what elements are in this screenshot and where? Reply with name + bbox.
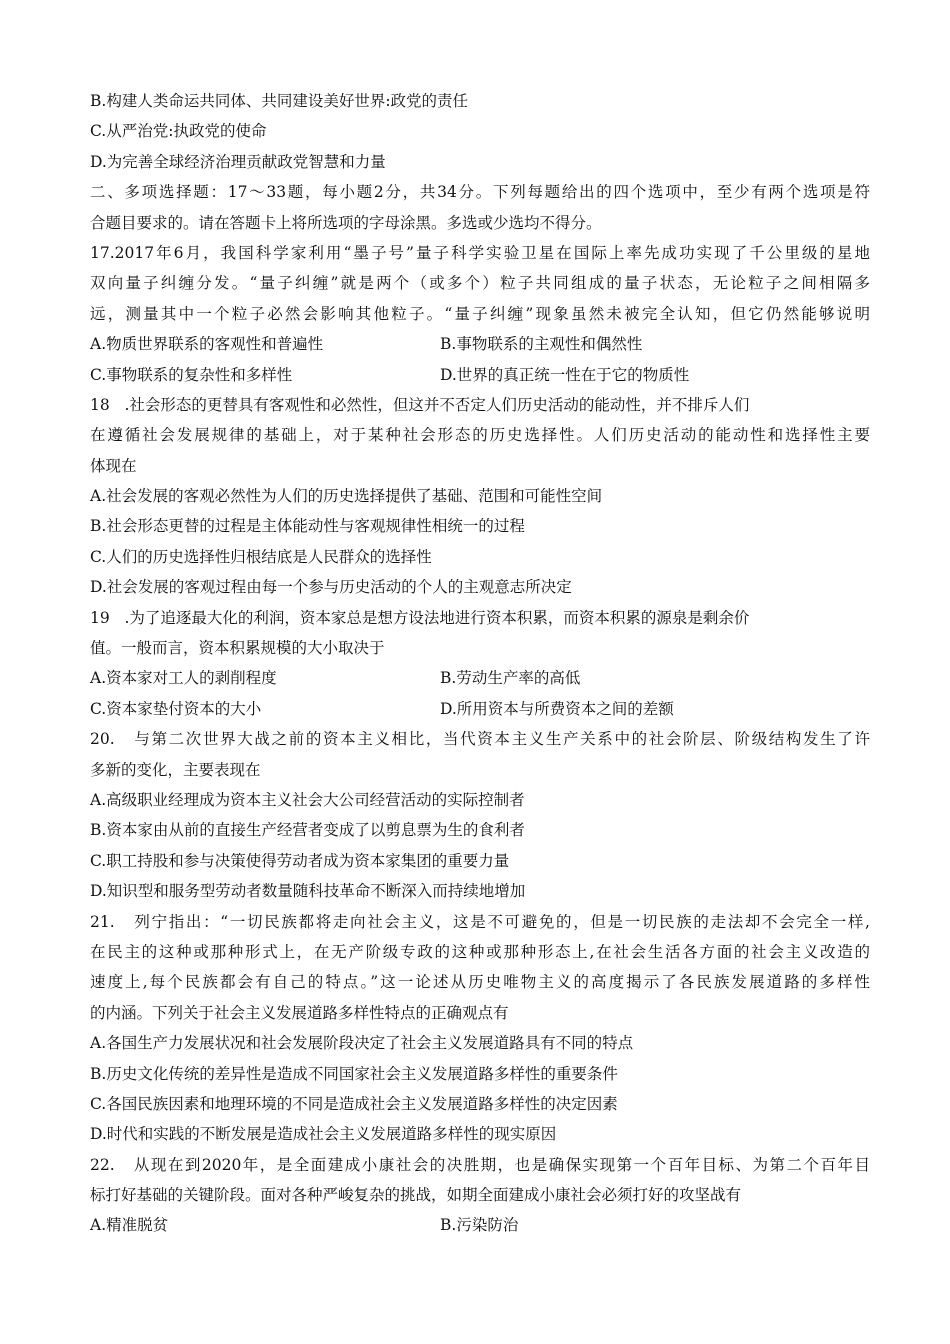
text-line: B.资本家由从前的直接生产经营者变成了以剪息票为生的食利者 [90,821,525,840]
text-line: D.社会发展的客观过程由每一个参与历史活动的个人的主观意志所决定 [90,578,572,597]
text-line: B.历史文化传统的差异性是造成不同国家社会主义发展道路多样性的重要条件 [90,1064,618,1083]
text-line: C.各国民族因素和地理环境的不同是造成社会主义发展道路多样性的决定因素 [90,1094,618,1113]
text-line: D.时代和实践的不断发展是造成社会主义发展道路多样性的现实原因 [90,1125,557,1144]
text-line: 合题目要求的。请在答题卡上将所选项的字母涂黑。多选或少选均不得分。 [90,213,602,232]
option-right: B.劳动生产率的高低 [440,669,581,688]
text-line: C.职工持股和参与决策使得劳动者成为资本家集团的重要力量 [90,851,510,870]
text-line: 标打好基础的关键阶段。面对各种严峻复杂的挑战，如期全面建成小康社会必须打好的攻坚战有 [90,1186,742,1205]
option-right: D.所用资本与所费资本之间的差额 [440,699,674,718]
option-left: C.事物联系的复杂性和多样性 [90,365,293,384]
text-line: 18 .社会形态的更替具有客观性和必然性，但这并不否定人们历史活动的能动性，并不排斥人们 [90,395,750,414]
option-left: A.物质世界联系的客观性和普遍性 [90,335,324,354]
text-line: 远，测量其中一个粒子必然会影响其他粒子。“量子纠缠”现象虽然未被完全认知，但它仍然能够说明 [90,304,870,323]
text-line: 19 .为了追逐最大化的利润，资本家总是想方设法地进行资本积累，而资本积累的源泉是剩余价 [90,608,750,627]
text-line: 17.2017年6月，我国科学家利用“墨子号”量子科学实验卫星在国际上率先成功实现了千公里级的星地 [90,243,870,262]
text-line: 速度上,每个民族都会有自己的特点。”这一论述从历史唯物主义的高度揭示了各民族发展道路的多样性 [90,973,870,992]
option-row [90,1210,870,1240]
option-right: B.污染防治 [440,1216,519,1235]
option-right: B.事物联系的主观性和偶然性 [440,335,643,354]
text-line: 二、多项选择题：17〜33题，每小题2分，共34分。下列每题给出的四个选项中，至少有两个选项是符 [90,183,870,202]
option-row [90,329,870,359]
text-line: 双向量子纠缠分发。“量子纠缠”就是两个（或多个）粒子共同组成的量子状态，无论粒子之间相隔多 [90,274,870,293]
text-line: 多新的变化，主要表现在 [90,760,261,779]
option-row [90,663,870,693]
option-row [90,360,870,390]
text-line: 体现在 [90,456,137,475]
text-line: 22. 从现在到2020年，是全面建成小康社会的决胜期，也是确保实现第一个百年目标、为第二个百年目 [90,1155,870,1174]
text-line: B.构建人类命运共同体、共同建设美好世界:政党的责任 [90,92,469,110]
text-line: C.人们的历史选择性归根结底是人民群众的选择性 [90,547,432,566]
text-line: 21. 列宁指出：“一切民族都将走向社会主义，这是不可避免的，但是一切民族的走法却不会完全一样, [90,912,870,931]
option-row [90,694,870,724]
text-line: C.从严治党:执政党的使命 [90,122,267,141]
text-line: B.社会形态更替的过程是主体能动性与客观规律性相统一的过程 [90,517,525,536]
option-left: A.资本家对工人的剥削程度 [90,669,277,688]
option-left: C.资本家垫付资本的大小 [90,699,262,718]
text-line: 在民主的这种或那种形式上，在无产阶级专政的这种或那种形态上,在社会生活各方面的社会主义改造的 [90,942,870,961]
text-line: 的内涵。下列关于社会主义发展道路多样性特点的正确观点有 [90,1003,509,1022]
text-line: A.高级职业经理成为资本主义社会大公司经营活动的实际控制者 [90,790,525,809]
option-left: A.精准脱贫 [90,1216,169,1235]
text-line: A.社会发展的客观必然性为人们的历史选择提供了基础、范围和可能性空间 [90,487,603,506]
text-line: A.各国生产力发展状况和社会发展阶段决定了社会主义发展道路具有不同的特点 [90,1034,634,1053]
text-line: 值。一般而言，资本积累规模的大小取决于 [90,639,385,658]
text-line: D.为完善全球经济治理贡献政党智慧和力量 [90,152,386,171]
exam-page [90,86,870,1241]
text-line: 20. 与第二次世界大战之前的资本主义相比，当代资本主义生产关系中的社会阶层、阶级结构发生了许 [90,730,870,749]
text-line: D.知识型和服务型劳动者数量随科技革命不断深入而持续地增加 [90,882,526,901]
text-line: 在遵循社会发展规律的基础上，对于某种社会形态的历史选择性。人们历史活动的能动性和选择性主要 [90,426,870,445]
option-right: D.世界的真正统一性在于它的物质性 [440,365,690,384]
